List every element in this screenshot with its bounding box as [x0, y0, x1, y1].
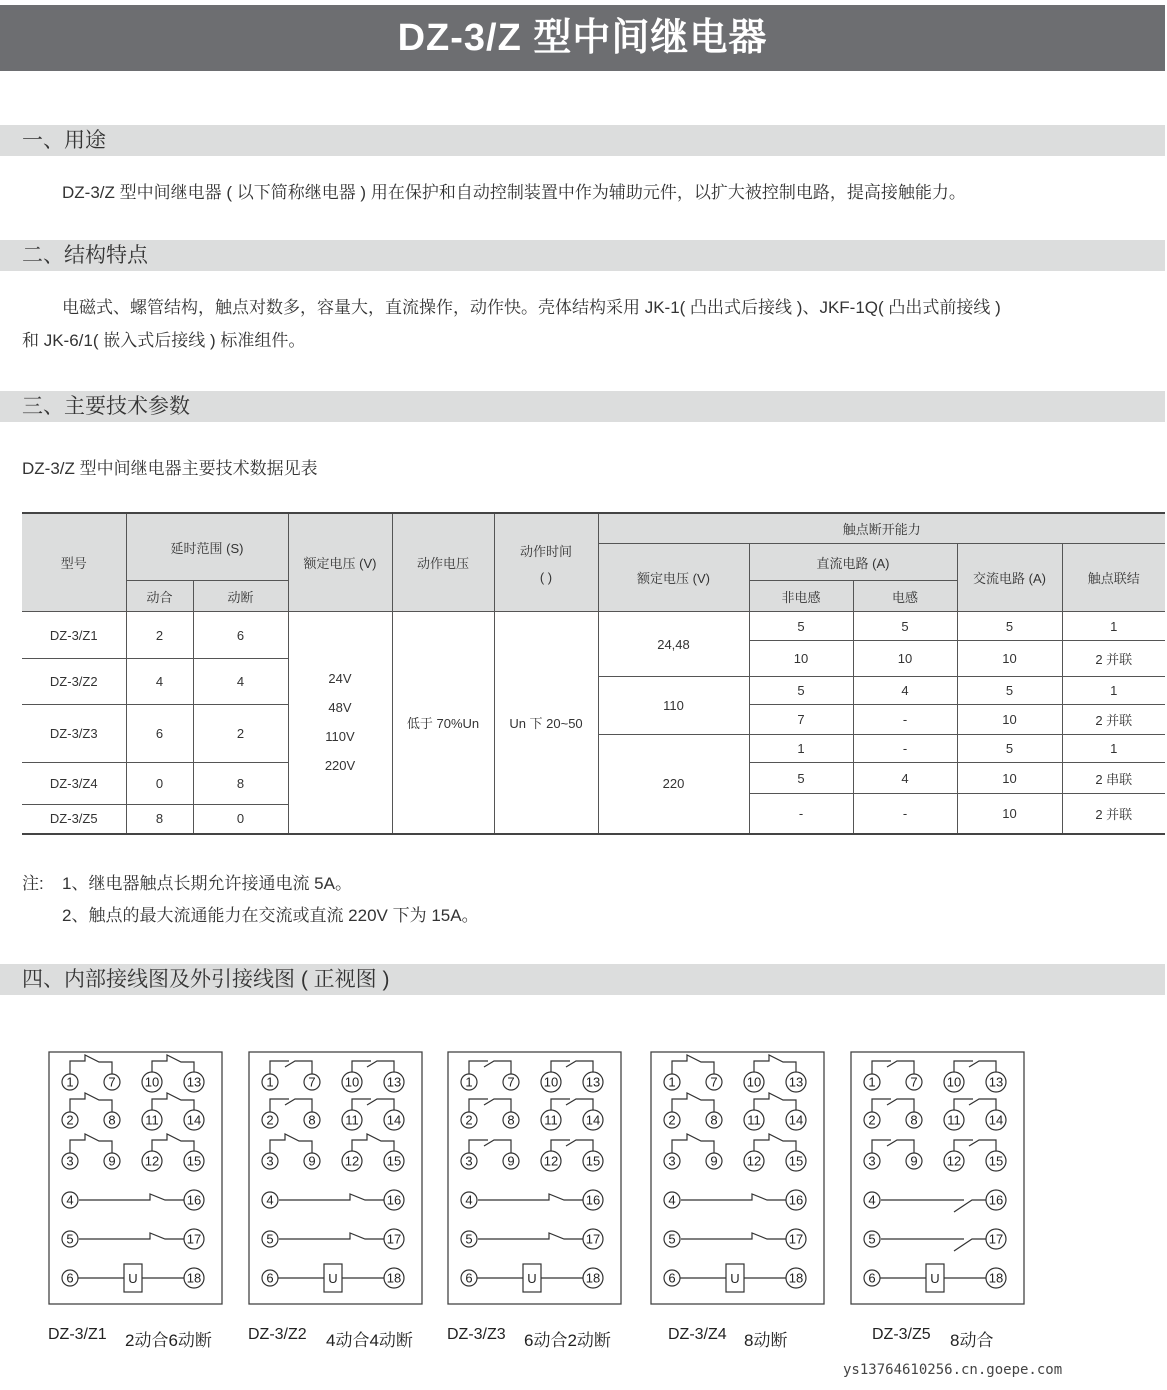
terminal-1: [461, 1074, 477, 1090]
terminal-8: [706, 1112, 722, 1128]
terminal-10: [142, 1072, 162, 1092]
terminal-18: [184, 1268, 204, 1288]
terminal-8: [906, 1112, 922, 1128]
svg-text:16: 16: [386, 1192, 402, 1208]
terminal-5: [262, 1231, 278, 1247]
terminal-15: [986, 1151, 1006, 1171]
svg-text:11: 11: [947, 1112, 961, 1128]
diagram-caption-description: 4动合4动断: [326, 1331, 413, 1350]
terminal-11: [944, 1110, 964, 1130]
svg-text:10: 10: [746, 1074, 762, 1090]
svg-text:16: 16: [788, 1192, 804, 1208]
cell-ac: 5: [957, 735, 1062, 763]
terminal-6: [864, 1270, 880, 1286]
th-contact-connection: 触点联结: [1062, 544, 1165, 612]
terminal-13: [583, 1072, 603, 1092]
th-delay-range: 延时范围 (S): [126, 513, 288, 581]
th-dc-circuit: 直流电路 (A): [749, 544, 957, 581]
svg-text:10: 10: [344, 1074, 360, 1090]
th-operate-voltage: 动作电压: [392, 513, 494, 612]
terminal-4: [461, 1192, 477, 1208]
terminal-2: [461, 1112, 477, 1128]
terminal-2: [262, 1112, 278, 1128]
svg-text:13: 13: [988, 1074, 1004, 1090]
terminal-5: [664, 1231, 680, 1247]
cell-model: DZ-3/Z1: [22, 612, 126, 659]
terminal-2: [664, 1112, 680, 1128]
wiring-diagram: [48, 1051, 222, 1304]
th-operate-time-label: 动作时间: [519, 543, 572, 559]
watermark: ys13764610256.cn.goepe.com: [843, 1362, 1063, 1378]
cell-break-count: 4: [193, 659, 288, 705]
terminal-13: [786, 1072, 806, 1092]
terminal-1: [62, 1074, 78, 1090]
terminal-12: [944, 1151, 964, 1171]
svg-text:8: 8: [910, 1112, 918, 1128]
svg-text:12: 12: [144, 1153, 160, 1169]
svg-text:U: U: [128, 1271, 138, 1286]
terminal-1: [664, 1074, 680, 1090]
cell-make-count: 6: [126, 705, 193, 763]
diagram-caption-model: DZ-3/Z1: [48, 1326, 107, 1343]
svg-text:14: 14: [988, 1112, 1004, 1128]
terminal-16: [184, 1190, 204, 1210]
terminal-10: [944, 1072, 964, 1092]
wiring-diagram: [447, 1051, 621, 1304]
terminal-9: [906, 1153, 922, 1169]
svg-text:U: U: [328, 1271, 338, 1286]
diagram-caption-description: 2动合6动断: [125, 1331, 212, 1350]
svg-text:3: 3: [868, 1153, 876, 1169]
svg-text:17: 17: [585, 1231, 601, 1247]
svg-text:10: 10: [946, 1074, 962, 1090]
section-heading-usage: 一、用途: [0, 125, 1165, 156]
structure-text-line2: 和 JK-6/1( 嵌入式后接线 ) 标准组件。: [22, 331, 306, 350]
rated-voltage-option: 48V: [328, 700, 352, 716]
svg-text:3: 3: [668, 1153, 676, 1169]
terminal-14: [786, 1110, 806, 1130]
coil-icon: [324, 1264, 342, 1292]
svg-text:1: 1: [868, 1074, 876, 1090]
terminal-5: [864, 1231, 880, 1247]
diagram-caption-description: 6动合2动断: [524, 1331, 611, 1350]
terminal-9: [104, 1153, 120, 1169]
svg-text:11: 11: [747, 1112, 761, 1128]
cell-dc-non-inductive: 5: [749, 677, 853, 705]
svg-text:15: 15: [788, 1153, 804, 1169]
terminal-12: [744, 1151, 764, 1171]
params-intro: DZ-3/Z 型中间继电器主要技术数据见表: [22, 459, 318, 478]
note-item-2: 2、触点的最大流通能力在交流或直流 220V 下为 15A。: [62, 906, 479, 925]
terminal-15: [384, 1151, 404, 1171]
svg-text:13: 13: [186, 1074, 202, 1090]
diagram-caption-model: DZ-3/Z3: [447, 1326, 506, 1343]
terminal-14: [184, 1110, 204, 1130]
cell-contact-connection: 2 并联: [1062, 794, 1165, 834]
svg-text:13: 13: [788, 1074, 804, 1090]
page-title: DZ-3/Z 型中间继电器: [0, 5, 1165, 71]
svg-text:4: 4: [266, 1192, 274, 1208]
terminal-13: [384, 1072, 404, 1092]
th-operate-time: [494, 513, 598, 612]
svg-text:9: 9: [108, 1153, 116, 1169]
terminal-11: [541, 1110, 561, 1130]
svg-text:4: 4: [868, 1192, 876, 1208]
svg-text:14: 14: [585, 1112, 601, 1128]
terminal-6: [262, 1270, 278, 1286]
cell-make-count: 4: [126, 659, 193, 705]
terminal-2: [864, 1112, 880, 1128]
terminal-8: [503, 1112, 519, 1128]
svg-text:15: 15: [988, 1153, 1004, 1169]
terminal-4: [864, 1192, 880, 1208]
cell-dc-non-inductive: -: [749, 794, 853, 834]
svg-text:2: 2: [868, 1112, 876, 1128]
cell-dc-non-inductive: 10: [749, 641, 853, 677]
terminal-16: [583, 1190, 603, 1210]
terminal-5: [62, 1231, 78, 1247]
th-operate-time-unit: ( ): [539, 569, 553, 585]
cell-ac: 5: [957, 677, 1062, 705]
section-heading-structure: 二、结构特点: [0, 240, 1165, 271]
rated-voltage-option: 24V: [328, 671, 352, 687]
svg-text:14: 14: [186, 1112, 202, 1128]
svg-text:12: 12: [746, 1153, 762, 1169]
svg-text:12: 12: [543, 1153, 559, 1169]
svg-text:7: 7: [308, 1074, 316, 1090]
note-prefix: 注:: [22, 874, 44, 893]
svg-text:2: 2: [465, 1112, 473, 1128]
svg-text:4: 4: [465, 1192, 473, 1208]
th-inductive: 电感: [853, 581, 957, 612]
th-break: 动断: [193, 581, 288, 612]
terminal-17: [384, 1229, 404, 1249]
svg-text:5: 5: [868, 1231, 876, 1247]
terminal-9: [503, 1153, 519, 1169]
diagram-caption-model: DZ-3/Z2: [248, 1326, 307, 1343]
svg-text:11: 11: [145, 1112, 159, 1128]
cell-operate-voltage: 低于 70%Un: [392, 612, 494, 834]
cell-ac: 10: [957, 763, 1062, 794]
svg-text:8: 8: [507, 1112, 515, 1128]
rated-voltage-option: 110V: [325, 729, 355, 745]
terminal-5: [461, 1231, 477, 1247]
terminal-14: [384, 1110, 404, 1130]
cell-contact-connection: 1: [1062, 677, 1165, 705]
section-heading-wiring: 四、内部接线图及外引接线图 ( 正视图 ): [0, 964, 1165, 995]
terminal-7: [104, 1074, 120, 1090]
terminal-7: [706, 1074, 722, 1090]
terminal-14: [986, 1110, 1006, 1130]
diagram-caption-description: 8动合: [950, 1331, 994, 1350]
terminal-6: [62, 1270, 78, 1286]
svg-text:U: U: [730, 1271, 740, 1286]
cell-model: DZ-3/Z5: [22, 805, 126, 834]
terminal-15: [786, 1151, 806, 1171]
terminal-8: [304, 1112, 320, 1128]
spec-table: [22, 512, 1165, 835]
svg-text:16: 16: [186, 1192, 202, 1208]
th-make: 动合: [126, 581, 193, 612]
svg-text:3: 3: [66, 1153, 74, 1169]
terminal-17: [786, 1229, 806, 1249]
cell-rated-voltages: [288, 612, 392, 834]
diagram-caption-model: DZ-3/Z5: [872, 1326, 931, 1343]
terminal-16: [986, 1190, 1006, 1210]
svg-text:11: 11: [544, 1112, 558, 1128]
terminal-18: [986, 1268, 1006, 1288]
svg-text:4: 4: [668, 1192, 676, 1208]
cell-operate-time: Un 下 20~50: [494, 612, 598, 834]
svg-text:6: 6: [868, 1270, 876, 1286]
diagram-caption-description: 8动断: [744, 1331, 788, 1350]
terminal-4: [262, 1192, 278, 1208]
svg-text:10: 10: [144, 1074, 160, 1090]
svg-text:13: 13: [386, 1074, 402, 1090]
terminal-15: [184, 1151, 204, 1171]
cell-bc-voltage: 110: [598, 677, 749, 735]
terminal-3: [262, 1153, 278, 1169]
svg-text:14: 14: [788, 1112, 804, 1128]
terminal-16: [786, 1190, 806, 1210]
terminal-18: [384, 1268, 404, 1288]
terminal-13: [184, 1072, 204, 1092]
cell-model: DZ-3/Z3: [22, 705, 126, 763]
terminal-6: [461, 1270, 477, 1286]
cell-contact-connection: 1: [1062, 735, 1165, 763]
terminal-11: [142, 1110, 162, 1130]
svg-text:2: 2: [668, 1112, 676, 1128]
svg-text:12: 12: [946, 1153, 962, 1169]
cell-contact-connection: 2 并联: [1062, 705, 1165, 735]
svg-text:18: 18: [788, 1270, 804, 1286]
terminal-7: [304, 1074, 320, 1090]
terminal-11: [342, 1110, 362, 1130]
svg-text:15: 15: [585, 1153, 601, 1169]
svg-text:3: 3: [266, 1153, 274, 1169]
terminal-10: [342, 1072, 362, 1092]
th-breaking-capacity: 触点断开能力: [598, 513, 1165, 544]
cell-dc-inductive: -: [853, 794, 957, 834]
svg-text:9: 9: [308, 1153, 316, 1169]
th-non-inductive: 非电感: [749, 581, 853, 612]
terminal-9: [304, 1153, 320, 1169]
th-rated-voltage: 额定电压 (V): [288, 513, 392, 612]
svg-text:1: 1: [66, 1074, 74, 1090]
svg-text:2: 2: [66, 1112, 74, 1128]
cell-break-count: 2: [193, 705, 288, 763]
terminal-11: [744, 1110, 764, 1130]
cell-break-count: 0: [193, 805, 288, 834]
svg-text:1: 1: [465, 1074, 473, 1090]
cell-contact-connection: 2 串联: [1062, 763, 1165, 794]
svg-text:17: 17: [788, 1231, 804, 1247]
cell-dc-non-inductive: 1: [749, 735, 853, 763]
terminal-3: [62, 1153, 78, 1169]
terminal-12: [142, 1151, 162, 1171]
wiring-diagram: [850, 1051, 1024, 1304]
coil-icon: [926, 1264, 944, 1292]
terminal-7: [503, 1074, 519, 1090]
svg-text:8: 8: [710, 1112, 718, 1128]
cell-dc-inductive: -: [853, 735, 957, 763]
terminal-18: [786, 1268, 806, 1288]
terminal-7: [906, 1074, 922, 1090]
svg-text:17: 17: [186, 1231, 202, 1247]
cell-ac: 10: [957, 641, 1062, 677]
th-ac-circuit: 交流电路 (A): [957, 544, 1062, 612]
cell-make-count: 2: [126, 612, 193, 659]
svg-text:15: 15: [386, 1153, 402, 1169]
svg-text:7: 7: [910, 1074, 918, 1090]
cell-model: DZ-3/Z2: [22, 659, 126, 705]
svg-text:9: 9: [710, 1153, 718, 1169]
cell-dc-non-inductive: 7: [749, 705, 853, 735]
svg-text:11: 11: [345, 1112, 359, 1128]
svg-text:7: 7: [710, 1074, 718, 1090]
svg-text:1: 1: [266, 1074, 274, 1090]
svg-text:3: 3: [465, 1153, 473, 1169]
cell-contact-connection: 2 并联: [1062, 641, 1165, 677]
diagram-caption-model: DZ-3/Z4: [668, 1326, 727, 1343]
svg-text:6: 6: [266, 1270, 274, 1286]
svg-text:6: 6: [465, 1270, 473, 1286]
cell-dc-inductive: 4: [853, 763, 957, 794]
cell-dc-inductive: 5: [853, 612, 957, 641]
coil-icon: [726, 1264, 744, 1292]
svg-text:U: U: [930, 1271, 940, 1286]
svg-text:6: 6: [66, 1270, 74, 1286]
terminal-12: [541, 1151, 561, 1171]
terminal-6: [664, 1270, 680, 1286]
terminal-9: [706, 1153, 722, 1169]
terminal-13: [986, 1072, 1006, 1092]
svg-text:9: 9: [910, 1153, 918, 1169]
cell-bc-voltage: 220: [598, 735, 749, 834]
terminal-16: [384, 1190, 404, 1210]
section-heading-params: 三、主要技术参数: [0, 391, 1165, 422]
terminal-15: [583, 1151, 603, 1171]
cell-dc-inductive: 10: [853, 641, 957, 677]
wiring-diagram: [248, 1051, 422, 1304]
svg-text:16: 16: [988, 1192, 1004, 1208]
svg-text:5: 5: [465, 1231, 473, 1247]
svg-text:18: 18: [386, 1270, 402, 1286]
svg-text:18: 18: [186, 1270, 202, 1286]
svg-text:17: 17: [988, 1231, 1004, 1247]
cell-break-count: 6: [193, 612, 288, 659]
svg-text:4: 4: [66, 1192, 74, 1208]
terminal-17: [986, 1229, 1006, 1249]
cell-ac: 10: [957, 705, 1062, 735]
svg-text:6: 6: [668, 1270, 676, 1286]
th-bc-rated-voltage: 额定电压 (V): [598, 544, 749, 612]
cell-break-count: 8: [193, 763, 288, 805]
cell-ac: 10: [957, 794, 1062, 834]
cell-dc-inductive: -: [853, 705, 957, 735]
usage-text: DZ-3/Z 型中间继电器 ( 以下简称继电器 ) 用在保护和自动控制装置中作为辅助元件，以扩大被控制电路，提高接触能力。: [62, 183, 966, 202]
terminal-3: [664, 1153, 680, 1169]
svg-text:17: 17: [386, 1231, 402, 1247]
svg-text:2: 2: [266, 1112, 274, 1128]
svg-text:8: 8: [108, 1112, 116, 1128]
svg-text:5: 5: [66, 1231, 74, 1247]
terminal-14: [583, 1110, 603, 1130]
cell-bc-voltage: 24,48: [598, 612, 749, 677]
cell-make-count: 8: [126, 805, 193, 834]
terminal-17: [583, 1229, 603, 1249]
note-item-1: 1、继电器触点长期允许接通电流 5A。: [62, 874, 352, 893]
svg-text:5: 5: [668, 1231, 676, 1247]
cell-model: DZ-3/Z4: [22, 763, 126, 805]
terminal-3: [461, 1153, 477, 1169]
terminal-4: [664, 1192, 680, 1208]
terminal-17: [184, 1229, 204, 1249]
terminal-1: [864, 1074, 880, 1090]
terminal-2: [62, 1112, 78, 1128]
terminal-3: [864, 1153, 880, 1169]
terminal-1: [262, 1074, 278, 1090]
terminal-10: [541, 1072, 561, 1092]
cell-ac: 5: [957, 612, 1062, 641]
cell-dc-non-inductive: 5: [749, 612, 853, 641]
terminal-10: [744, 1072, 764, 1092]
svg-text:13: 13: [585, 1074, 601, 1090]
svg-text:10: 10: [543, 1074, 559, 1090]
svg-text:8: 8: [308, 1112, 316, 1128]
cell-dc-inductive: 4: [853, 677, 957, 705]
terminal-4: [62, 1192, 78, 1208]
terminal-18: [583, 1268, 603, 1288]
wiring-diagram: [650, 1051, 824, 1304]
svg-text:U: U: [527, 1271, 537, 1286]
svg-text:18: 18: [585, 1270, 601, 1286]
th-model: 型号: [22, 513, 126, 612]
svg-text:7: 7: [108, 1074, 116, 1090]
svg-text:15: 15: [186, 1153, 202, 1169]
svg-text:5: 5: [266, 1231, 274, 1247]
svg-text:1: 1: [668, 1074, 676, 1090]
svg-text:14: 14: [386, 1112, 402, 1128]
svg-text:18: 18: [988, 1270, 1004, 1286]
terminal-12: [342, 1151, 362, 1171]
cell-dc-non-inductive: 5: [749, 763, 853, 794]
svg-text:16: 16: [585, 1192, 601, 1208]
cell-contact-connection: 1: [1062, 612, 1165, 641]
structure-text-line1: 电磁式、螺管结构，触点对数多，容量大，直流操作，动作快。壳体结构采用 JK-1( 凸出式后接线 )、JKF-1Q( 凸出式前接线 ): [62, 298, 1001, 317]
svg-text:9: 9: [507, 1153, 515, 1169]
terminal-8: [104, 1112, 120, 1128]
rated-voltage-option: 220V: [324, 758, 356, 774]
cell-make-count: 0: [126, 763, 193, 805]
coil-icon: [124, 1264, 142, 1292]
coil-icon: [523, 1264, 541, 1292]
svg-text:12: 12: [344, 1153, 360, 1169]
svg-text:7: 7: [507, 1074, 515, 1090]
